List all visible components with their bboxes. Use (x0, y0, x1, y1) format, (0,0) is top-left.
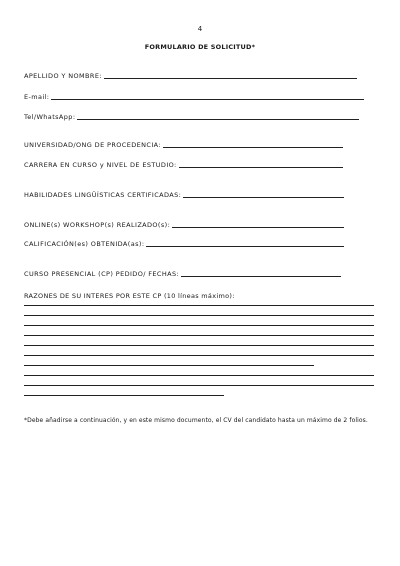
fill-line[interactable] (77, 119, 359, 120)
fill-line[interactable] (183, 197, 344, 198)
field-label: CURSO PRESENCIAL (CP) PEDIDO/ FECHAS: (24, 270, 180, 278)
reasons-line[interactable] (24, 355, 374, 356)
fill-line[interactable] (181, 276, 341, 277)
field-carrera (24, 161, 343, 169)
form-title: FORMULARIO DE SOLICITUD* (144, 43, 256, 51)
field-label: HABILIDADES LINGÜÍSTICAS CERTIFICADAS: (24, 191, 182, 199)
reasons-line[interactable] (24, 305, 374, 306)
fill-line[interactable] (146, 246, 344, 247)
field-apellido-nombre (24, 72, 357, 80)
fill-line[interactable] (179, 167, 343, 168)
field-email (24, 93, 364, 101)
field-label: UNIVERSIDAD/ONG DE PROCEDENCIA: (24, 141, 161, 149)
field-label: CARRERA EN CURSO y NIVEL DE ESTUDIO: (24, 161, 177, 169)
reasons-line[interactable] (24, 395, 224, 396)
field-universidad (24, 141, 343, 149)
field-calificacion (24, 240, 344, 248)
reasons-label: RAZONES DE SU INTERES POR ESTE CP (10 líneas máximo): (24, 292, 235, 300)
field-label: Tel/WhatsApp: (24, 113, 76, 121)
footnote: *Debe añadirse a continuación, y en este mismo documento, el CV del candidato hasta un máximo de 2 folios. (24, 417, 368, 424)
reasons-line[interactable] (24, 385, 374, 386)
fill-line[interactable] (163, 147, 343, 148)
reasons-line[interactable] (24, 335, 374, 336)
field-label: CALIFICACIÓN(es) OBTENIDA(as): (24, 240, 145, 248)
reasons-line[interactable] (24, 345, 374, 346)
field-habilidades (24, 191, 344, 199)
reasons-line[interactable] (24, 365, 314, 366)
page-number: 4 (197, 25, 203, 33)
field-curso-presencial (24, 270, 341, 278)
fill-line[interactable] (51, 99, 364, 100)
fill-line[interactable] (172, 227, 344, 228)
fill-line[interactable] (104, 78, 357, 79)
field-label: APELLIDO Y NOMBRE: (24, 72, 102, 80)
field-telefono (24, 113, 359, 121)
reasons-line[interactable] (24, 325, 374, 326)
reasons-line[interactable] (24, 375, 374, 376)
reasons-line[interactable] (24, 315, 374, 316)
field-workshops (24, 221, 344, 229)
field-label: E-mail: (24, 93, 50, 101)
field-label: ONLINE(s) WORKSHOP(s) REALIZADO(s): (24, 221, 171, 229)
